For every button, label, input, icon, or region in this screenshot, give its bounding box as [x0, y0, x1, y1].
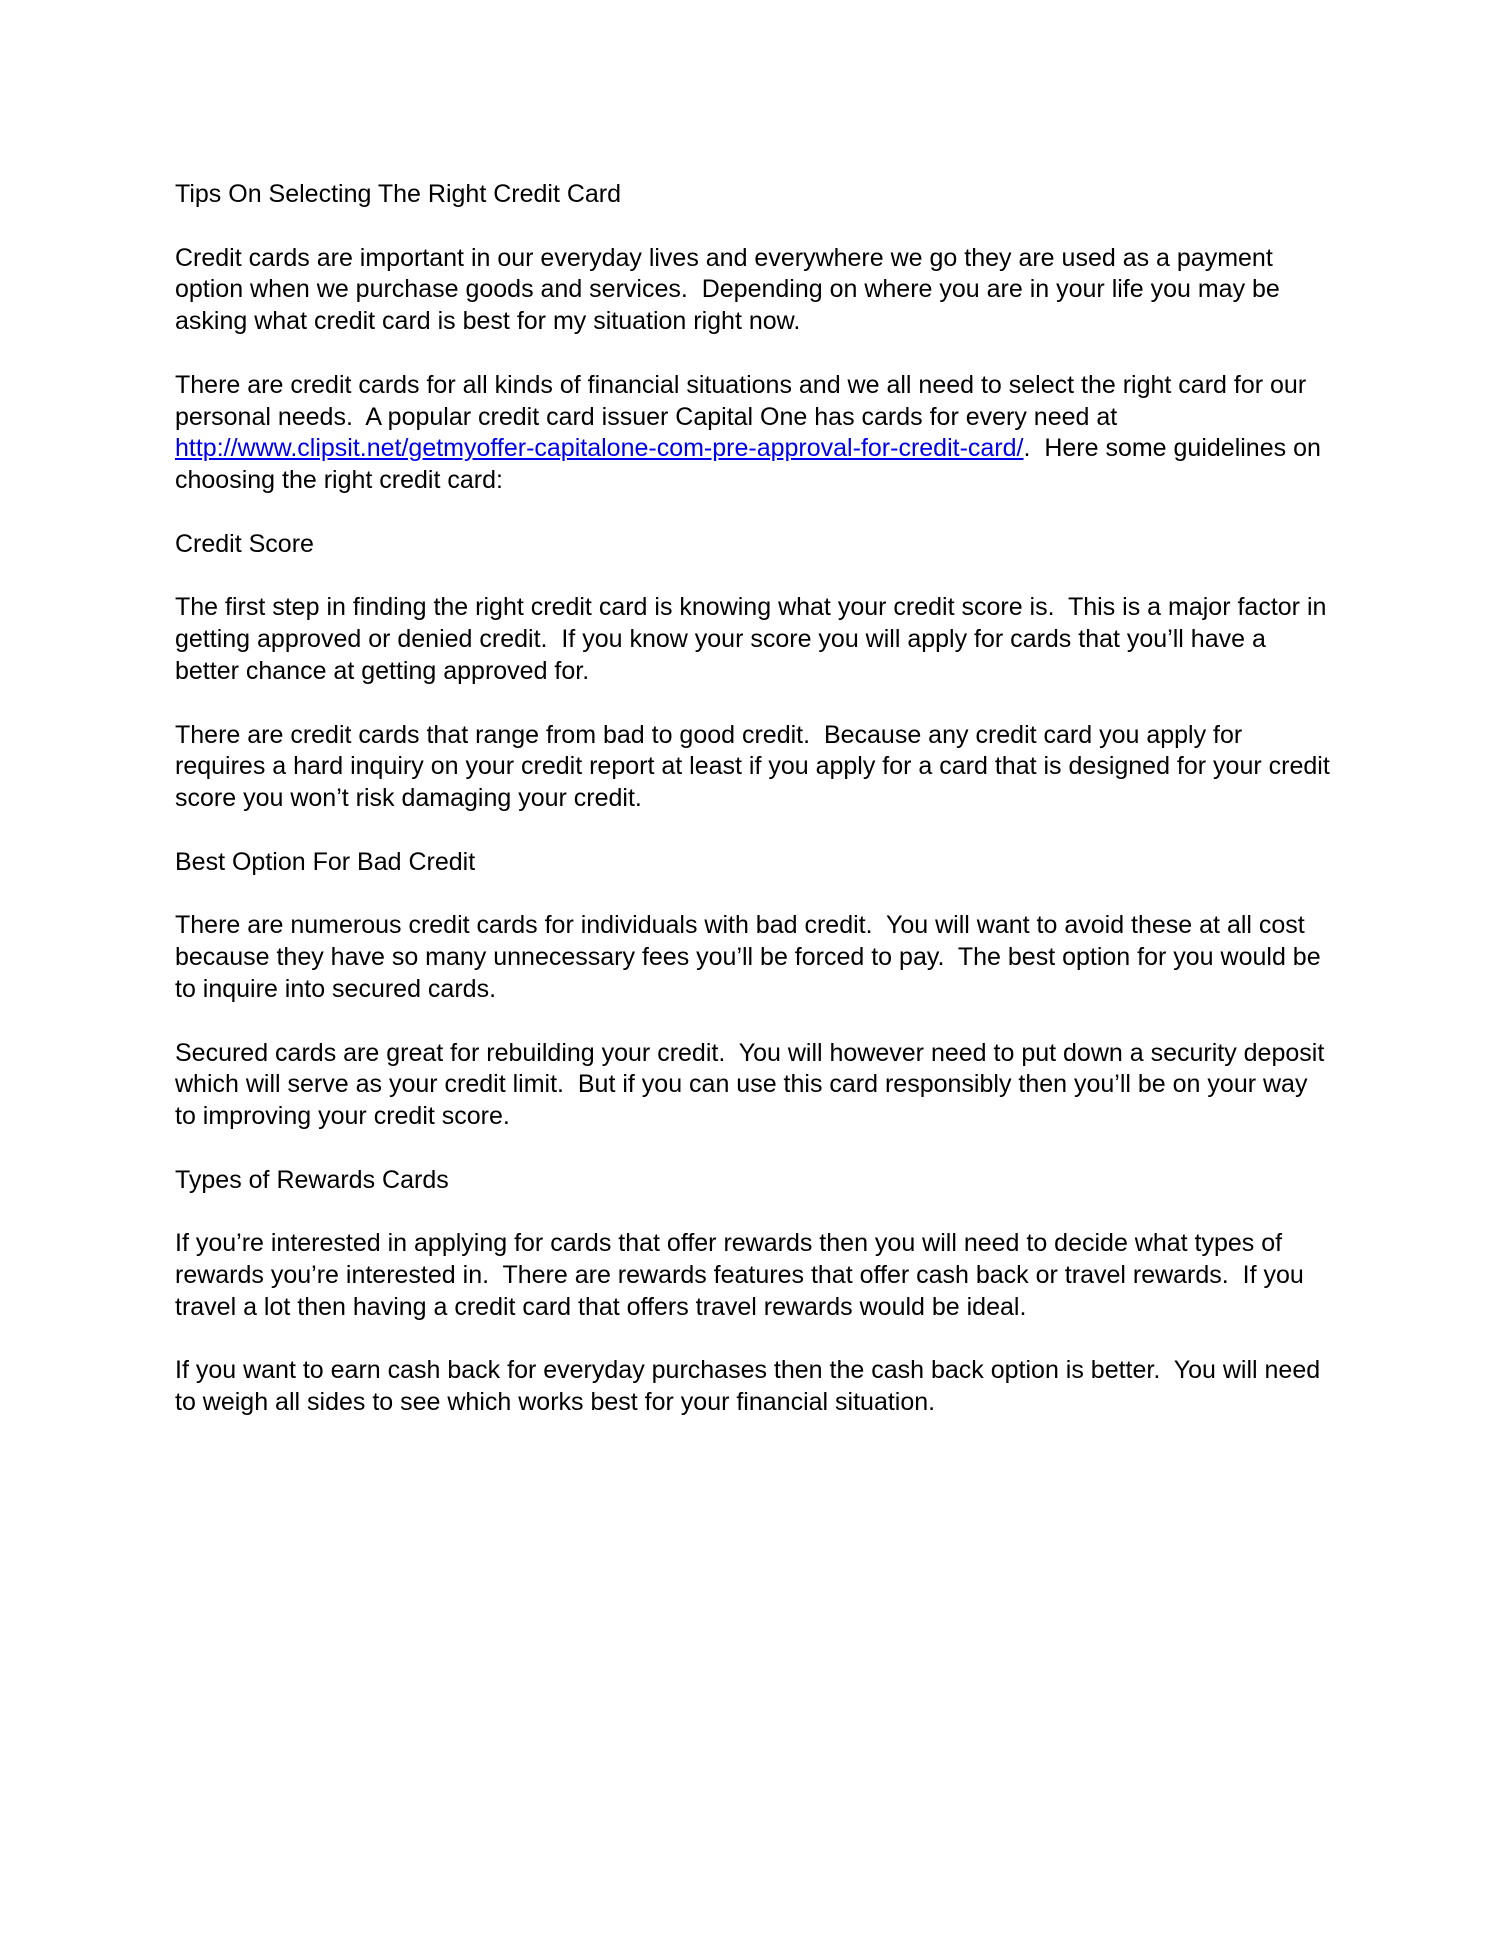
- capitalone-offer-link[interactable]: http://www.clipsit.net/getmyoffer-capitalone-com-pre-approval-for-credit-card/: [175, 434, 1024, 463]
- section-heading-credit-score: Credit Score: [175, 529, 314, 558]
- issuer-paragraph-before-link: There are credit cards for all kinds of financial situations and we all need to select the right card for our personal needs. A popular credit card issuer Capital One has cards for every need at: [175, 370, 1314, 431]
- issuer-paragraph-after-link: . Here some guidelines on choosing the right credit card:: [175, 434, 1328, 495]
- paragraph-credit-score-1: The first step in finding the right credit card is knowing what your credit score is. This is a major factor in getting approved or denied credit. If you know your score you will apply for cards that you’ll have a better chance at getting approved for.: [175, 593, 1334, 685]
- paragraph-rewards-cards-2: If you want to earn cash back for everyday purchases then the cash back option is better. You will need to weigh all sides to see which works best for your financial situation.: [175, 1356, 1328, 1417]
- paragraph-rewards-cards-1: If you’re interested in applying for cards that offer rewards then you will need to decide what types of rewards you’re interested in. There are rewards features that offer cash back or travel rewards. If you travel a lot then having a credit card that offers travel rewards would be ideal.: [175, 1229, 1311, 1321]
- issuer-paragraph: [175, 370, 1330, 497]
- paragraph-credit-score-2: There are credit cards that range from bad to good credit. Because any credit card you apply for requires a hard inquiry on your credit report at least if you apply for a card that is designed for your credit score you won’t risk damaging your credit.: [175, 720, 1337, 813]
- paragraph-bad-credit-1: There are numerous credit cards for individuals with bad credit. You will want to avoid these at all cost because they have so many unnecessary fees you’ll be forced to pay. The best option for you would be to inquire into secured cards.: [175, 911, 1328, 1003]
- section-rewards-cards: [175, 1165, 1330, 1419]
- section-heading-rewards-cards: Types of Rewards Cards: [175, 1165, 449, 1194]
- document-title: Tips On Selecting The Right Credit Card: [175, 180, 622, 208]
- section-bad-credit: [175, 847, 1330, 1133]
- intro-paragraph: Credit cards are important in our everyday lives and everywhere we go they are used as a payment option when we purchase goods and services. Depending on where you are in your life you may be asking what credit card is best for my situation right now.: [175, 243, 1287, 336]
- section-heading-bad-credit: Best Option For Bad Credit: [175, 847, 476, 876]
- paragraph-bad-credit-2: Secured cards are great for rebuilding your credit. You will however need to put down a security deposit which will serve as your credit limit. But if you can use this card responsibly then you’ll be on your way to improving your credit score.: [175, 1038, 1332, 1131]
- section-credit-score: [175, 529, 1337, 815]
